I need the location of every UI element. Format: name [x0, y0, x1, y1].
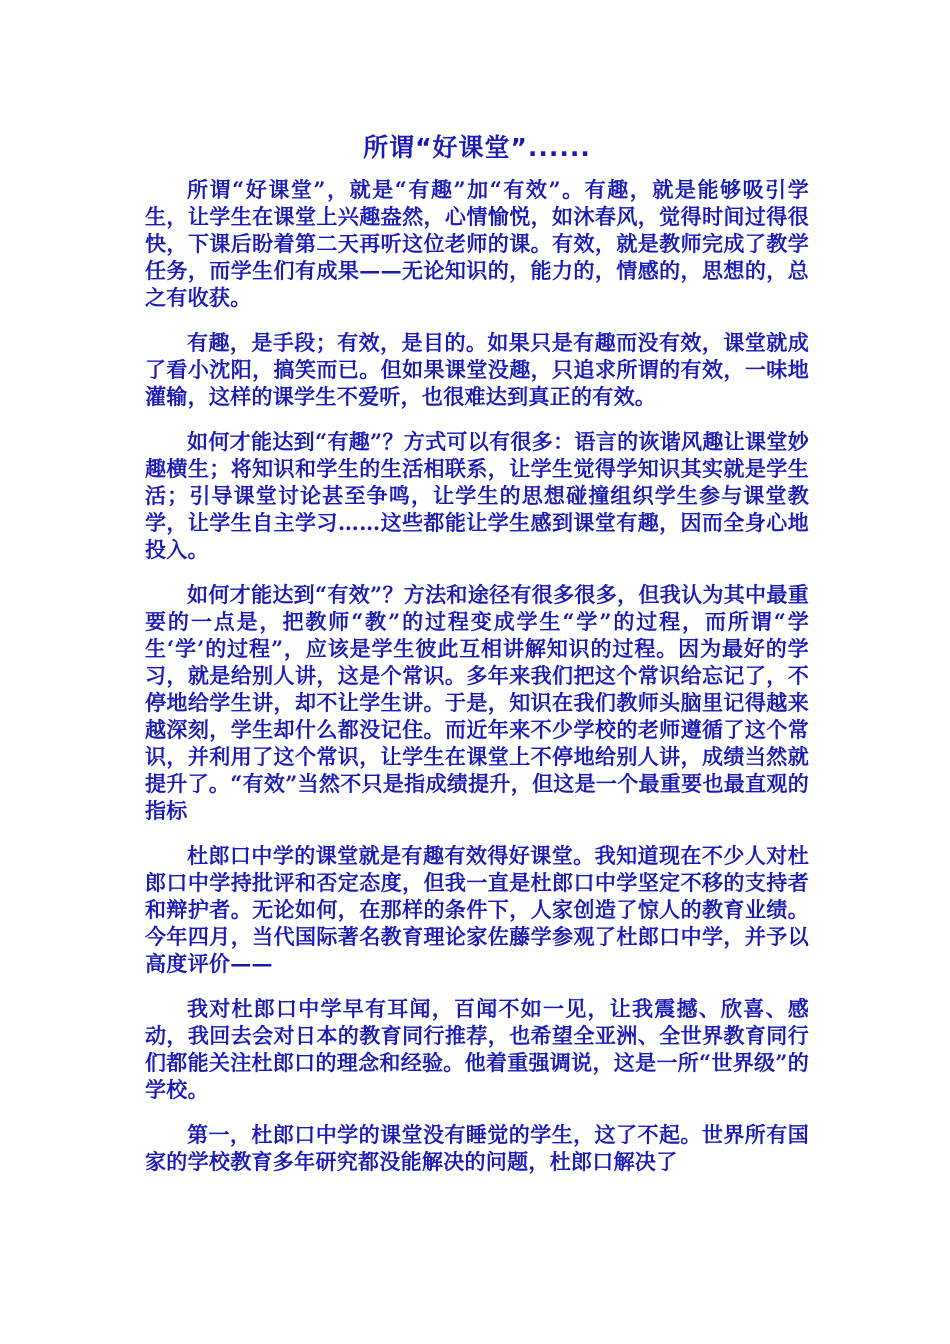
paragraph-4: 如何才能达到“有效”？方法和途径有很多很多，但我认为其中最重要的一点是，把教师“教”的过程变成学生“学”的过程，而所谓“学生‘学’的过程”，应该是学生彼此互相讲解知识的过程。因为最好的学习，就是给别人讲，这是个常识。多年来我们把这个常识给忘记了，不停地给学生讲，却不让学生讲。于是，知识在我们教师头脑里记得越来越深刻，学生却什么都没记住。而近年来不少学校的老师遵循了这个常识，并利用了这个常识，让学生在课堂上不停地给别人讲，成绩当然就提升了。“有效”当然不只是指成绩提升，但这是一个最重要也最直观的指标 — [145, 582, 809, 823]
paragraph-3: 如何才能达到“有趣”？方式可以有很多：语言的诙谐风趣让课堂妙趣横生；将知识和学生的生活相联系，让学生觉得学知识其实就是学生活；引导课堂讨论甚至争鸣，让学生的思想碰撞组织学生参与课堂教学，让学生自主学习……这些都能让学生感到课堂有趣，因而全身心地投入。 — [145, 429, 809, 562]
paragraph-6: 我对杜郎口中学早有耳闻，百闻不如一见，让我震撼、欣喜、感动，我回去会对日本的教育同行推荐，也希望全亚洲、全世界教育同行们都能关注杜郎口的理念和经验。他着重强调说，这是一所“世界级”的学校。 — [145, 996, 809, 1102]
paragraph-2: 有趣，是手段；有效，是目的。如果只是有趣而没有效，课堂就成了看小沈阳，搞笑而已。但如果课堂没趣，只追求所谓的有效，一味地灌输，这样的课学生不爱听，也很难达到真正的有效。 — [145, 330, 809, 409]
paragraph-5: 杜郎口中学的课堂就是有趣有效得好课堂。我知道现在不少人对杜郎口中学持批评和否定态度，但我一直是杜郎口中学坚定不移的支持者和辩护者。无论如何，在那样的条件下，人家创造了惊人的教育业绩。今年四月，当代国际著名教育理论家佐藤学参观了杜郎口中学，并予以高度评价—— — [145, 843, 809, 976]
paragraph-7: 第一，杜郎口中学的课堂没有睡觉的学生，这了不起。世界所有国家的学校教育多年研究都没能解决的问题，杜郎口解决了 — [145, 1122, 809, 1174]
document-page — [145, 130, 809, 1193]
document-title: 所谓“好课堂”...... — [363, 133, 591, 162]
paragraph-1: 所谓“好课堂”，就是“有趣”加“有效”。有趣，就是能够吸引学生，让学生在课堂上兴趣盎然，心情愉悦，如沐春风，觉得时间过得很快，下课后盼着第二天再听这位老师的课。有效，就是教师完成了教学任务，而学生们有成果——无论知识的，能力的，情感的，思想的，总之有收获。 — [145, 177, 809, 310]
